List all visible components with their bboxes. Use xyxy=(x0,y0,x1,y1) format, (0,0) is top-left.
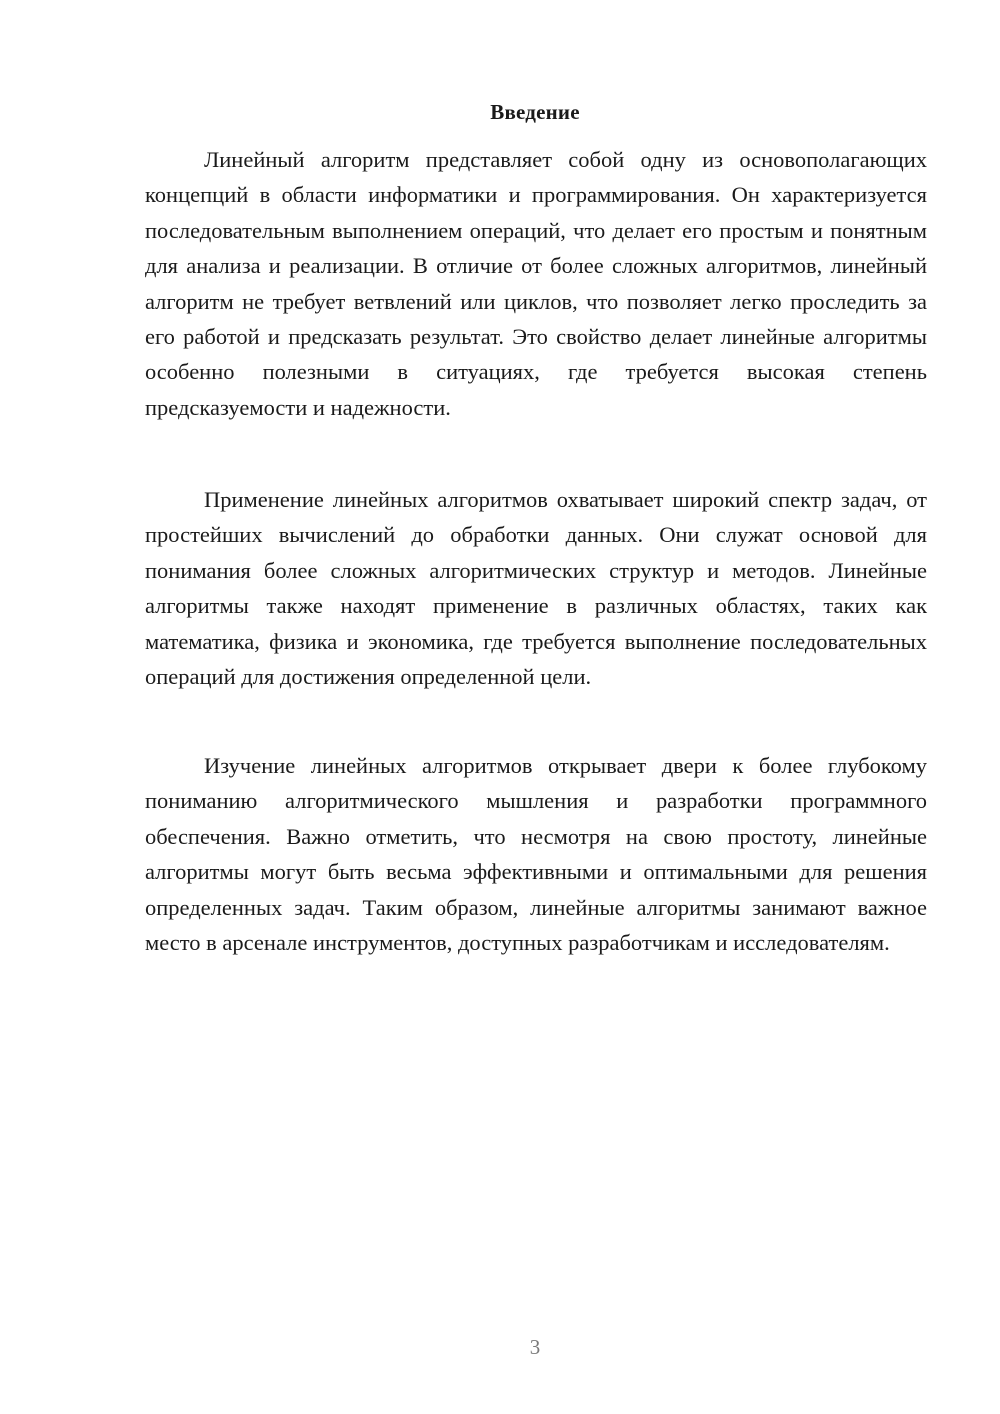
paragraph-1: Линейный алгоритм представляет собой одну из основополагающих концепций в области информатики и программирования. Он характеризуется последовательным выполнением операций, что делает его простым и понятным для анализа и реализации. В отличие от более сложных алгоритмов, линейный алгоритм не требует ветвлений или циклов, что позволяет легко проследить за его работой и предсказать результат. Это свойство делает линейные алгоритмы особенно полезными в ситуациях, где требуется высокая степень предсказуемости и надежности. xyxy=(145,147,927,420)
paragraph-2: Применение линейных алгоритмов охватывает широкий спектр задач, от простейших вычислений до обработки данных. Они служат основой для понимания более сложных алгоритмических структур и методов. Линейные алгоритмы также находят применение в различных областях, таких как математика, физика и экономика, где требуется выполнение последовательных операций для достижения определенной цели. xyxy=(145,487,927,690)
paragraph-3: Изучение линейных алгоритмов открывает двери к более глубокому пониманию алгоритмического мышления и разработки программного обеспечения. Важно отметить, что несмотря на свою простоту, линейные алгоритмы могут быть весьма эффективными и оптимальными для решения определенных задач. Таким образом, линейные алгоритмы занимают важное место в арсенале инструментов, доступных разработчикам и исследователям. xyxy=(145,753,927,956)
page-number: 3 xyxy=(529,1335,541,1359)
section-title: Введение xyxy=(490,100,580,124)
